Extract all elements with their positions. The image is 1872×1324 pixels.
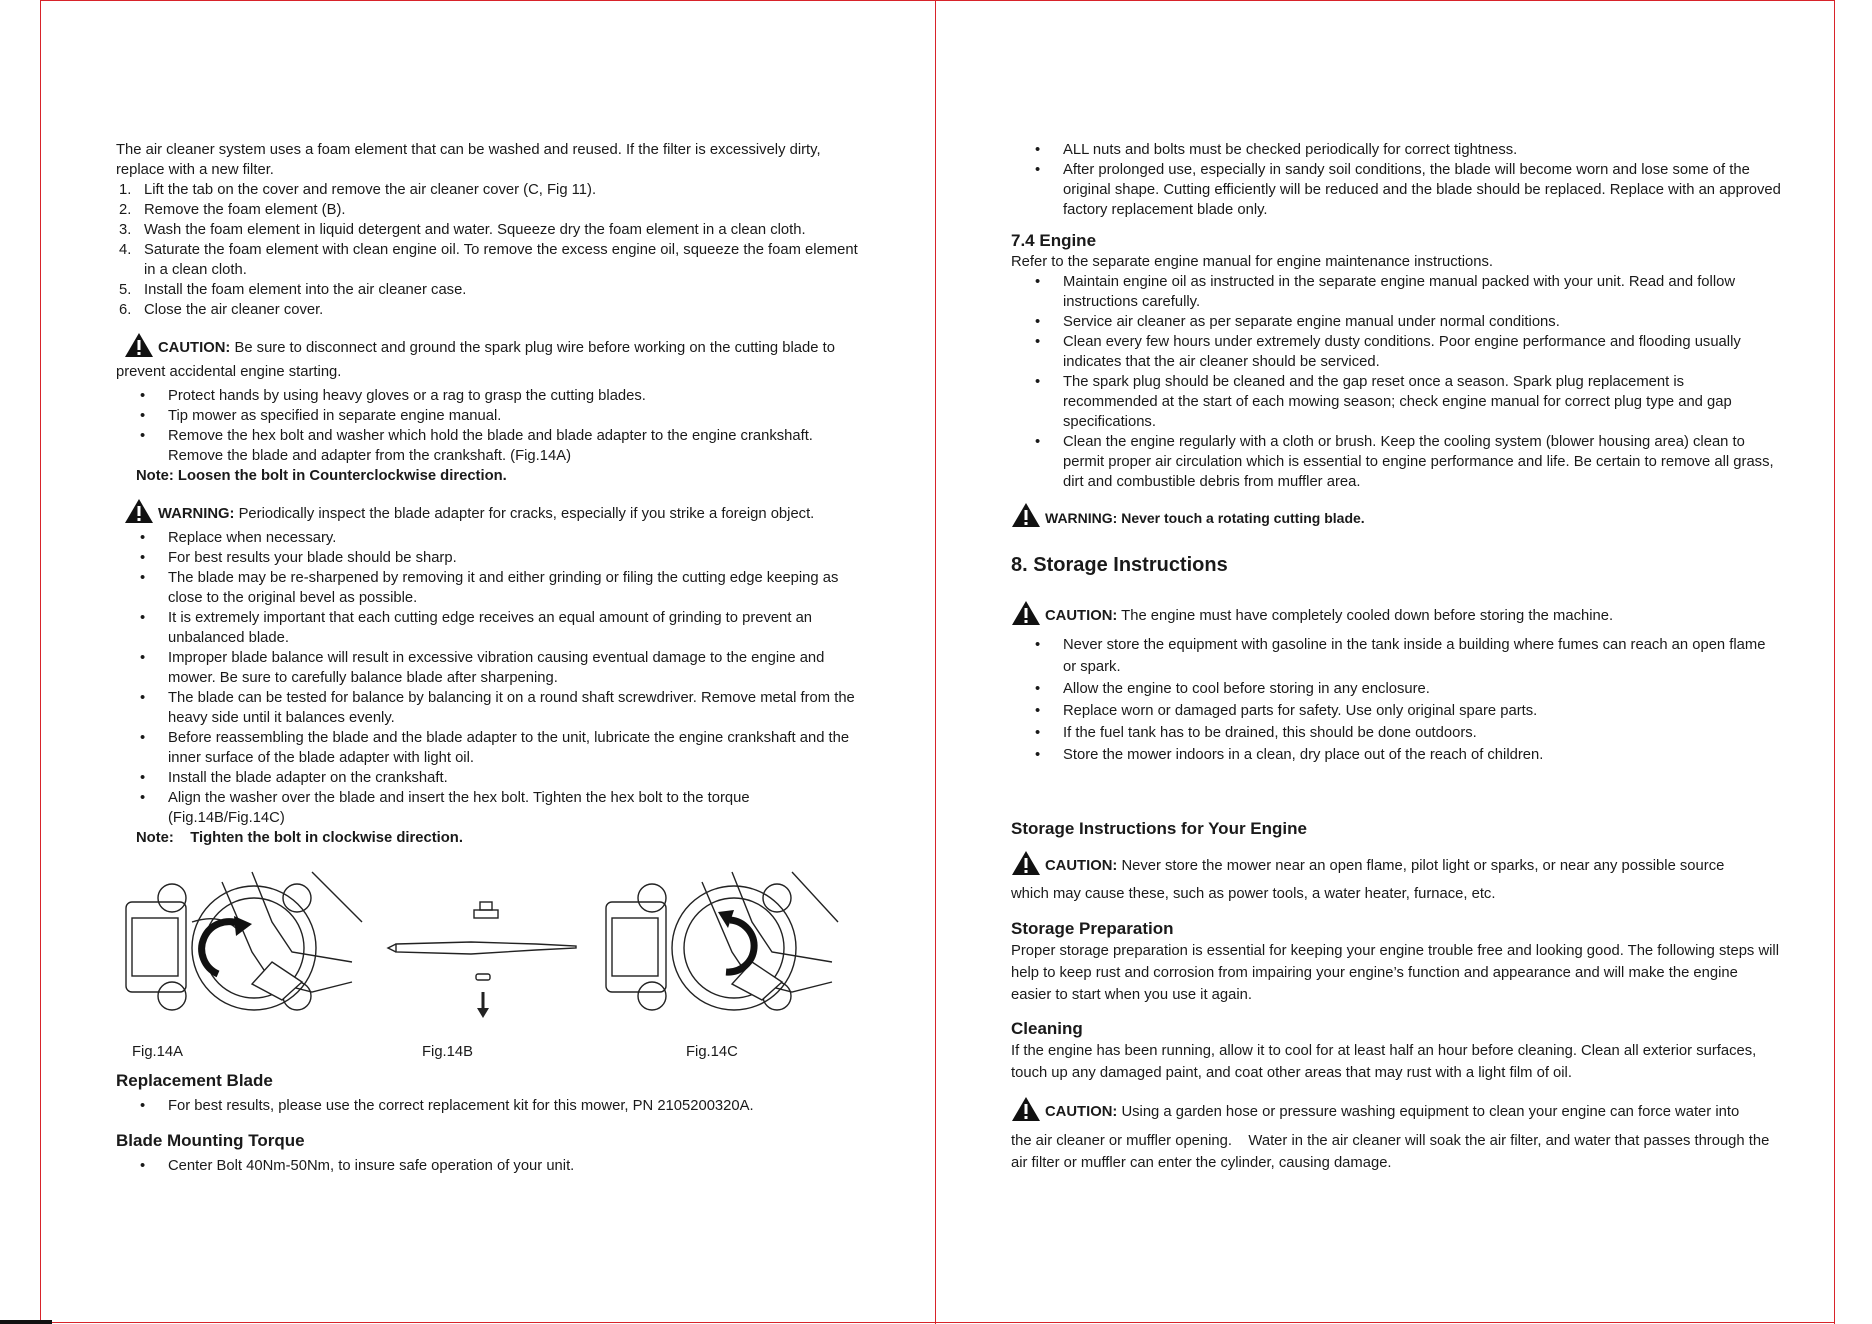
warning-triangle-icon — [124, 498, 154, 524]
cleaning-caution: CAUTION: Using a garden hose or pressure washing equipment to clean your engine can force water into — [1011, 1096, 1781, 1122]
list-item: • Replace worn or damaged parts for safety. Use only original spare parts. — [1011, 700, 1781, 722]
step-item: 4. Saturate the foam element with clean engine oil. To remove the excess engine oil, squeeze the foam element in a clean cloth. — [119, 242, 858, 278]
engine-bullets — [1011, 272, 1781, 492]
storage-caution: CAUTION: The engine must have completely cooled down before storing the machine. — [1011, 600, 1781, 626]
caution-bullets — [116, 386, 866, 466]
blade-bullets — [1011, 140, 1781, 220]
cleaning-caution-cont: the air cleaner or muffler opening. Water in the air cleaner will soak the air filter, and water that passes through the air filter or muffler can enter the cylinder, causing damage. — [1011, 1133, 1774, 1171]
warning-triangle-icon — [124, 332, 154, 358]
list-item: • The blade may be re-sharpened by removing it and either grinding or filing the cutting edge keeping as close to the original bevel as possible. — [116, 568, 866, 608]
air-cleaner-intro: The air cleaner system uses a foam element that can be washed and reused. If the filter is excessively dirty, replace with a new filter. — [116, 142, 821, 178]
warning-triangle-icon — [1011, 850, 1041, 876]
top-border — [40, 0, 1835, 1]
warning-bullets — [116, 528, 866, 828]
list-item: • Replace when necessary. — [116, 528, 866, 548]
list-item: • Never store the equipment with gasoline in the tank inside a building where fumes can reach an open flame or spark. — [1011, 634, 1781, 678]
engine-intro: Refer to the separate engine manual for engine maintenance instructions. — [1011, 254, 1494, 270]
list-item: • Allow the engine to cool before storing in any enclosure. — [1011, 678, 1781, 700]
note-loosen: Note: Loosen the bolt in Counterclockwise direction. — [136, 468, 507, 484]
figure-labels — [116, 1042, 866, 1064]
list-item: • Remove the hex bolt and washer which hold the blade and blade adapter to the engine crankshaft. Remove the blade and adapter from the crankshaft. (Fig.14A) — [116, 426, 866, 466]
torque-heading: Blade Mounting Torque — [116, 1131, 305, 1150]
step-item: 1. Lift the tab on the cover and remove the air cleaner cover (C, Fig 11). — [119, 182, 597, 198]
list-item: • For best results your blade should be sharp. — [116, 548, 866, 568]
prep-text: Proper storage preparation is essential for keeping your engine trouble free and looking good. The following steps will help to keep rust and corrosion from impairing your engine’s function and appearance and will make the engine easier to start when you use it again. — [1011, 943, 1779, 1003]
list-item: • After prolonged use, especially in sandy soil conditions, the blade will become worn and lose some of the original shape. Cutting efficiently will be reduced and the blade should be replaced. Replace with an approved factory replacement blade only. — [1011, 160, 1781, 220]
left-page-border — [40, 0, 41, 1324]
list-item: • Clean every few hours under extremely dusty conditions. Poor engine performance and flooding usually indicates that the air cleaner should be serviced. — [1011, 332, 1781, 372]
cleaning-text: If the engine has been running, allow it to cool for at least half an hour before cleaning. Clean all exterior surfaces, touch up any damaged paint, and coat other areas that may rust with a light film of oil. — [1011, 1043, 1757, 1081]
list-item: • It is extremely important that each cutting edge receives an equal amount of grinding to prevent an unbalanced blade. — [116, 608, 866, 648]
fig-label-14b: Fig.14B — [422, 1044, 473, 1060]
figure-14a — [122, 862, 372, 1032]
list-item: • The blade can be tested for balance by balancing it on a round shaft screwdriver. Remove metal from the heavy side until it balances evenly. — [116, 688, 866, 728]
air-cleaner-steps — [116, 180, 866, 320]
right-page — [1011, 140, 1781, 1174]
list-item: • The spark plug should be cleaned and the gap reset once a season. Spark plug replacement is recommended at the start of each mowing season; check engine manual for correct plug type and gap specifications. — [1011, 372, 1781, 432]
figure-14b — [376, 862, 596, 1032]
step-item: 3. Wash the foam element in liquid detergent and water. Squeeze dry the foam element in a clean cloth. — [119, 222, 806, 238]
warning-triangle-icon — [1011, 600, 1041, 626]
caution-blade-cont: prevent accidental engine starting. — [116, 364, 342, 380]
list-item: • Tip mower as specified in separate engine manual. — [116, 406, 866, 426]
storage-heading: 8. Storage Instructions — [1011, 554, 1228, 576]
right-page-border — [1834, 0, 1835, 1324]
replacement-bullets — [116, 1096, 866, 1116]
list-item: • Before reassembling the blade and the blade adapter to the unit, lubricate the engine crankshaft and the inner surface of the blade adapter with light oil. — [116, 728, 866, 768]
caution-blade: CAUTION: Be sure to disconnect and ground the spark plug wire before working on the cutting blade to — [116, 332, 866, 358]
engine-storage-caution: CAUTION: Never store the mower near an open flame, pilot light or sparks, or near any possible source — [1011, 850, 1781, 876]
list-item: • Clean the engine regularly with a cloth or brush. Keep the cooling system (blower housing area) clean to permit proper air circulation which is essential to engine performance and life. Be certain to remove all grass, dirt and combustible debris from muffler area. — [1011, 432, 1781, 492]
left-page — [116, 140, 866, 1176]
cleaning-heading: Cleaning — [1011, 1019, 1083, 1038]
engine-storage-heading: Storage Instructions for Your Engine — [1011, 819, 1307, 838]
list-item: • Service air cleaner as per separate engine manual under normal conditions. — [1011, 312, 1781, 332]
list-item: • For best results, please use the correct replacement kit for this mower, PN 2105200320A. — [116, 1096, 866, 1116]
list-item: • ALL nuts and bolts must be checked periodically for correct tightness. — [1011, 140, 1781, 160]
step-item: 6. Close the air cleaner cover. — [119, 302, 324, 318]
figure-14c — [602, 862, 842, 1032]
engine-storage-caution-cont: which may cause these, such as power tools, a water heater, furnace, etc. — [1011, 886, 1496, 902]
warning-triangle-icon — [1011, 1096, 1041, 1122]
list-item: • Align the washer over the blade and insert the hex bolt. Tighten the hex bolt to the torque (Fig.14B/Fig.14C) — [116, 788, 866, 828]
engine-warning: WARNING: Never touch a rotating cutting blade. — [1011, 502, 1781, 528]
list-item: • Center Bolt 40Nm-50Nm, to insure safe operation of your unit. — [116, 1156, 866, 1176]
list-item: • Maintain engine oil as instructed in the separate engine manual packed with your unit. Read and follow instructions carefully. — [1011, 272, 1781, 312]
fig-label-14a: Fig.14A — [132, 1044, 183, 1060]
storage-bullets — [1011, 634, 1781, 766]
list-item: • Protect hands by using heavy gloves or a rag to grasp the cutting blades. — [116, 386, 866, 406]
step-item: 2. Remove the foam element (B). — [119, 202, 346, 218]
list-item: • Install the blade adapter on the crankshaft. — [116, 768, 866, 788]
prep-heading: Storage Preparation — [1011, 919, 1174, 938]
bottom-border — [40, 1322, 1835, 1323]
list-item: • Improper blade balance will result in excessive vibration causing eventual damage to the engine and mower. Be sure to carefully balance blade after sharpening. — [116, 648, 866, 688]
fig-label-14c: Fig.14C — [686, 1044, 738, 1060]
replacement-blade-heading: Replacement Blade — [116, 1071, 273, 1090]
list-item: • Store the mower indoors in a clean, dry place out of the reach of children. — [1011, 744, 1781, 766]
note-tighten: Note: Tighten the bolt in clockwise direction. — [136, 830, 463, 846]
figure-row — [116, 862, 866, 1042]
engine-heading: 7.4 Engine — [1011, 231, 1097, 250]
corner-mark — [0, 1320, 52, 1324]
step-item: 5. Install the foam element into the air cleaner case. — [119, 282, 467, 298]
warning-blade-adapter: WARNING: Periodically inspect the blade adapter for cracks, especially if you strike a foreign object. — [116, 498, 866, 524]
list-item: • If the fuel tank has to be drained, this should be done outdoors. — [1011, 722, 1781, 744]
warning-triangle-icon — [1011, 502, 1041, 528]
torque-bullets — [116, 1156, 866, 1176]
page-divider — [935, 0, 936, 1324]
